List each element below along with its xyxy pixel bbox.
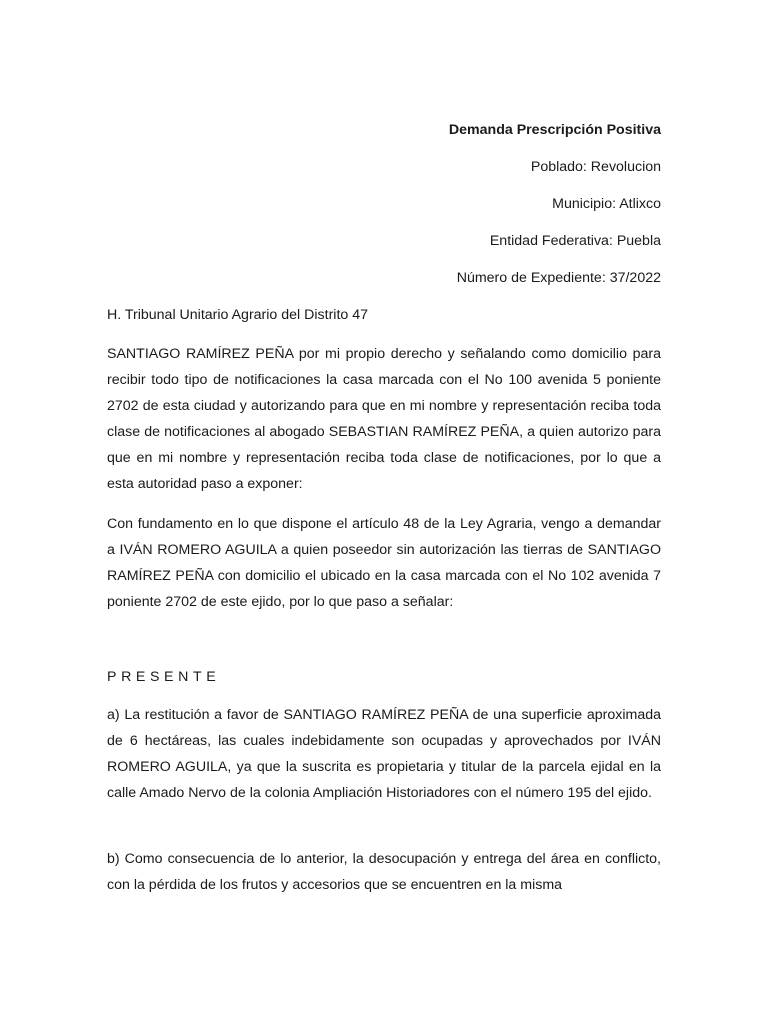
document-title: Demanda Prescripción Positiva <box>448 122 661 138</box>
expediente-line: Número de Expediente: 37/2022 <box>456 270 661 286</box>
entidad-line: Entidad Federativa: Puebla <box>489 233 661 249</box>
paragraph-fundamento: Con fundamento en lo que dispone el artículo 48 de la Ley Agraria, vengo a demandar a IVÁN ROMERO AGUILA a quien poseedor sin autorización las tierras de SANTIAGO RAMÍREZ PEÑA con domicilio el ubicado en la casa marcada con el No 102 avenida 7 poniente 2702 de este ejido, por lo que paso a señalar: <box>107 516 661 610</box>
section-heading: PRESENTE <box>107 669 221 685</box>
item-b: b) Como consecuencia de lo anterior, la desocupación y entrega del área en conflicto, con la pérdida de los frutos y accesorios que se encuentren en la misma <box>107 851 661 893</box>
poblado-line: Poblado: Revolucion <box>530 159 661 175</box>
municipio-line: Municipio: Atlixco <box>552 196 661 212</box>
item-a: a) La restitución a favor de SANTIAGO RAMÍREZ PEÑA de una superficie aproximada de 6 hectáreas, las cuales indebidamente son ocupadas y aprovechados por IVÁN ROMERO AGUILA, ya que la suscrita es propietaria y titular de la parcela ejidal en la calle Amado Nervo de la colonia Ampliación Historiadores con el número 195 del ejido. <box>107 707 661 801</box>
addressee: H. Tribunal Unitario Agrario del Distrito 47 <box>107 307 369 323</box>
paragraph-introduction: SANTIAGO RAMÍREZ PEÑA por mi propio derecho y señalando como domicilio para recibir todo tipo de notificaciones la casa marcada con el No 100 avenida 5 poniente 2702 de esta ciudad y autorizando para que en mi nombre y representación reciba toda clase de notificaciones al abogado SEBASTIAN RAMÍREZ PEÑA, a quien autorizo para que en mi nombre y representación reciba toda clase de notificaciones, por lo que a esta autoridad paso a exponer: <box>107 346 661 492</box>
